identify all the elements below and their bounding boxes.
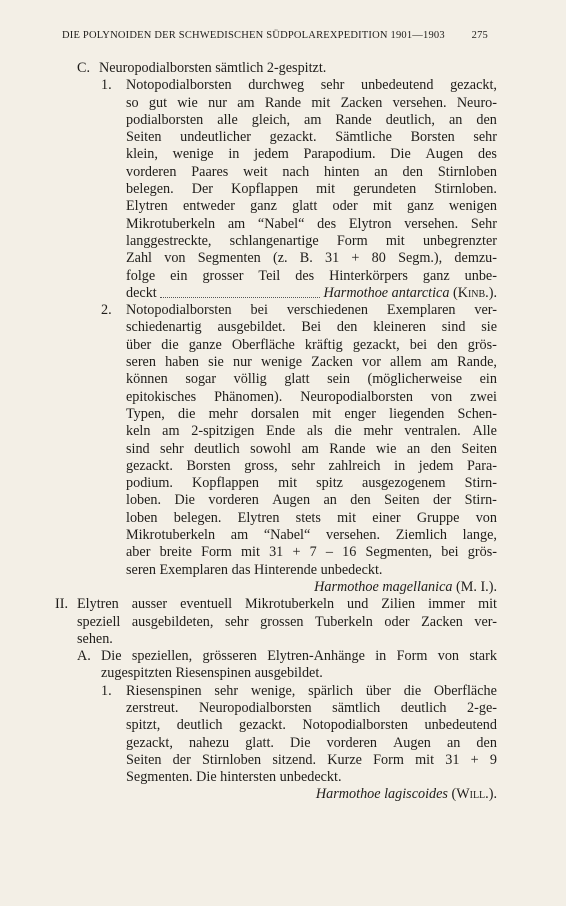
species-name: Harmothoe antarctica — [323, 284, 450, 301]
section-c-title: Neuropodialborsten sämtlich 2-gespitzt. — [99, 60, 327, 76]
text-line: loben. Die vorderen Augen an den Seiten der Stirn- — [126, 492, 497, 509]
text-line: vorderen Paares weit nach hinten an den Stirnloben — [126, 163, 497, 180]
item-c2-marker: 2. — [101, 302, 112, 319]
item-c2 — [55, 302, 497, 596]
item-a1-text — [126, 683, 497, 804]
text-line: Notopodialborsten bei verschiedenen Exemplaren ver- — [126, 302, 497, 319]
text-line: Mikrotuberkeln am “Nabel“ versehen. Ziemlich lange, — [126, 527, 497, 544]
text-line: folge ein grosser Teil des Hinterkörpers ganz unbe- — [126, 267, 497, 284]
text-line: Die speziellen, grösseren Elytren-Anhänge in Form von stark — [101, 648, 497, 665]
text-line: seren Exemplaren das Hinterende unbedeckt. — [126, 561, 383, 578]
text-line: Elytren entweder ganz glatt oder mit ganz wenigen — [126, 198, 497, 215]
text-line: können sogar völlig glatt sein (möglicherweise ein — [126, 371, 497, 388]
text-line: Riesenspinen sehr wenige, spärlich über die Oberfläche — [126, 682, 497, 699]
text-line: speziell ausgebildeten, sehr grossen Tuberkeln oder Zacken ver- — [77, 613, 497, 630]
page-number: 275 — [471, 30, 488, 41]
text-line: sind sehr deutlich sowohl am Rande wie an den Seiten — [126, 440, 497, 457]
text-line: epitokisches Phänomen). Neuropodialborsten von zwei — [126, 388, 497, 405]
text-line: schiedenartig ausgebildet. Bei den kleineren sind sie — [126, 319, 497, 336]
text-line: Zahl von Segmenten (z. B. 31 + 80 Segm.), demzu- — [126, 250, 497, 267]
text-line: klein, wenige in jedem Parapodium. Die Augen des — [126, 146, 497, 163]
text-line: keln am 2-spitzigen Ende als die mehr ventralen. Alle — [126, 423, 497, 440]
species-name: Harmothoe magellanica — [314, 578, 453, 595]
species-author: (M. I.). — [456, 578, 497, 595]
text-line: langgestreckte, schlangenartige Form mit unbegrenzter — [126, 232, 497, 249]
text-line: aber breite Form mit 31 + 7 – 16 Segmenten, bei grös- — [126, 544, 497, 561]
section-a-marker: A. — [77, 648, 91, 665]
text-line: so gut wie nur am Rande mit Zacken versehen. Neuro- — [126, 94, 497, 111]
item-a1-marker: 1. — [101, 682, 112, 699]
section-ii — [55, 596, 497, 648]
text-line: gezackt, nahezu glatt. Die vorderen Augen an den — [126, 734, 497, 751]
species-citation: deckt Harmothoe antarctica (Kinb.). — [126, 284, 497, 301]
running-head — [62, 30, 488, 41]
text-line: Notopodialborsten durchweg sehr unbedeutend gezackt, — [126, 77, 497, 94]
text-line: Seiten undeutlicher gezackt. Sämtliche Borsten sehr — [126, 129, 497, 146]
text-line: Typen, die mehr dorsalen mit enger liegenden Schen- — [126, 405, 497, 422]
section-ii-marker: II. — [55, 596, 68, 613]
species-name: Harmothoe lagiscoides — [315, 786, 448, 803]
text-line: belegen. Der Kopflappen mit gerundeten Stirnloben. — [126, 181, 497, 198]
section-c-marker: C. — [77, 60, 91, 76]
text-line: Mikrotuberkeln am “Nabel“ des Elytron versehen. Sehr — [126, 215, 497, 232]
text-line: zugespitzten Riesenspinen ausgebildet. — [101, 665, 323, 682]
item-c2-text — [126, 302, 497, 596]
item-c1-marker: 1. — [101, 77, 112, 94]
text-line: Seiten der Stirnloben sitzend. Kurze Form mit 31 + 9 — [126, 751, 497, 768]
text-line: Segmenten. Die hintersten unbedeckt. — [126, 769, 342, 786]
leader-dots — [160, 285, 321, 298]
section-c-heading — [55, 60, 497, 77]
running-title: DIE POLYNOIDEN DER SCHWEDISCHEN SÜDPOLAREXPEDITION 1901—1903 — [62, 30, 445, 41]
text-line: spitzt, deutlich gezackt. Notopodialborsten unbedeutend — [126, 717, 497, 734]
section-a-text — [101, 648, 497, 683]
text-line: zerstreut. Neuropodialborsten sämtlich deutlich 2-ge- — [126, 699, 497, 716]
text-line: seren haben sie nur wenige Zacken vor allem am Rande, — [126, 354, 497, 371]
text-line: gezackt. Borsten gross, sehr zahlreich in jedem Para- — [126, 457, 497, 474]
item-c1 — [55, 77, 497, 302]
species-citation — [126, 579, 497, 596]
text-word: deckt — [126, 284, 157, 301]
species-author: Kinb. — [457, 284, 489, 301]
species-author: Will. — [456, 786, 489, 803]
text-line: über die ganze Oberfläche kräftig gezackt, bei den grös- — [126, 336, 497, 353]
species-citation: Harmothoe lagiscoides (Will.). — [315, 786, 497, 803]
page-text — [55, 60, 497, 804]
section-ii-text — [77, 596, 497, 648]
text-line: podium. Kopflappen mit spitz ausgezogenem Stirn- — [126, 475, 497, 492]
section-a — [55, 648, 497, 683]
text-line: podialborsten alle gleich, am Rande deutlich, an den — [126, 111, 497, 128]
text-line: Elytren ausser eventuell Mikrotuberkeln und Zilien immer mit — [77, 596, 497, 613]
item-c1-text — [126, 77, 497, 302]
text-line: sehen. — [77, 630, 113, 647]
text-line: loben belegen. Elytren stets mit einer Gruppe von — [126, 509, 497, 526]
item-a1 — [55, 683, 497, 804]
